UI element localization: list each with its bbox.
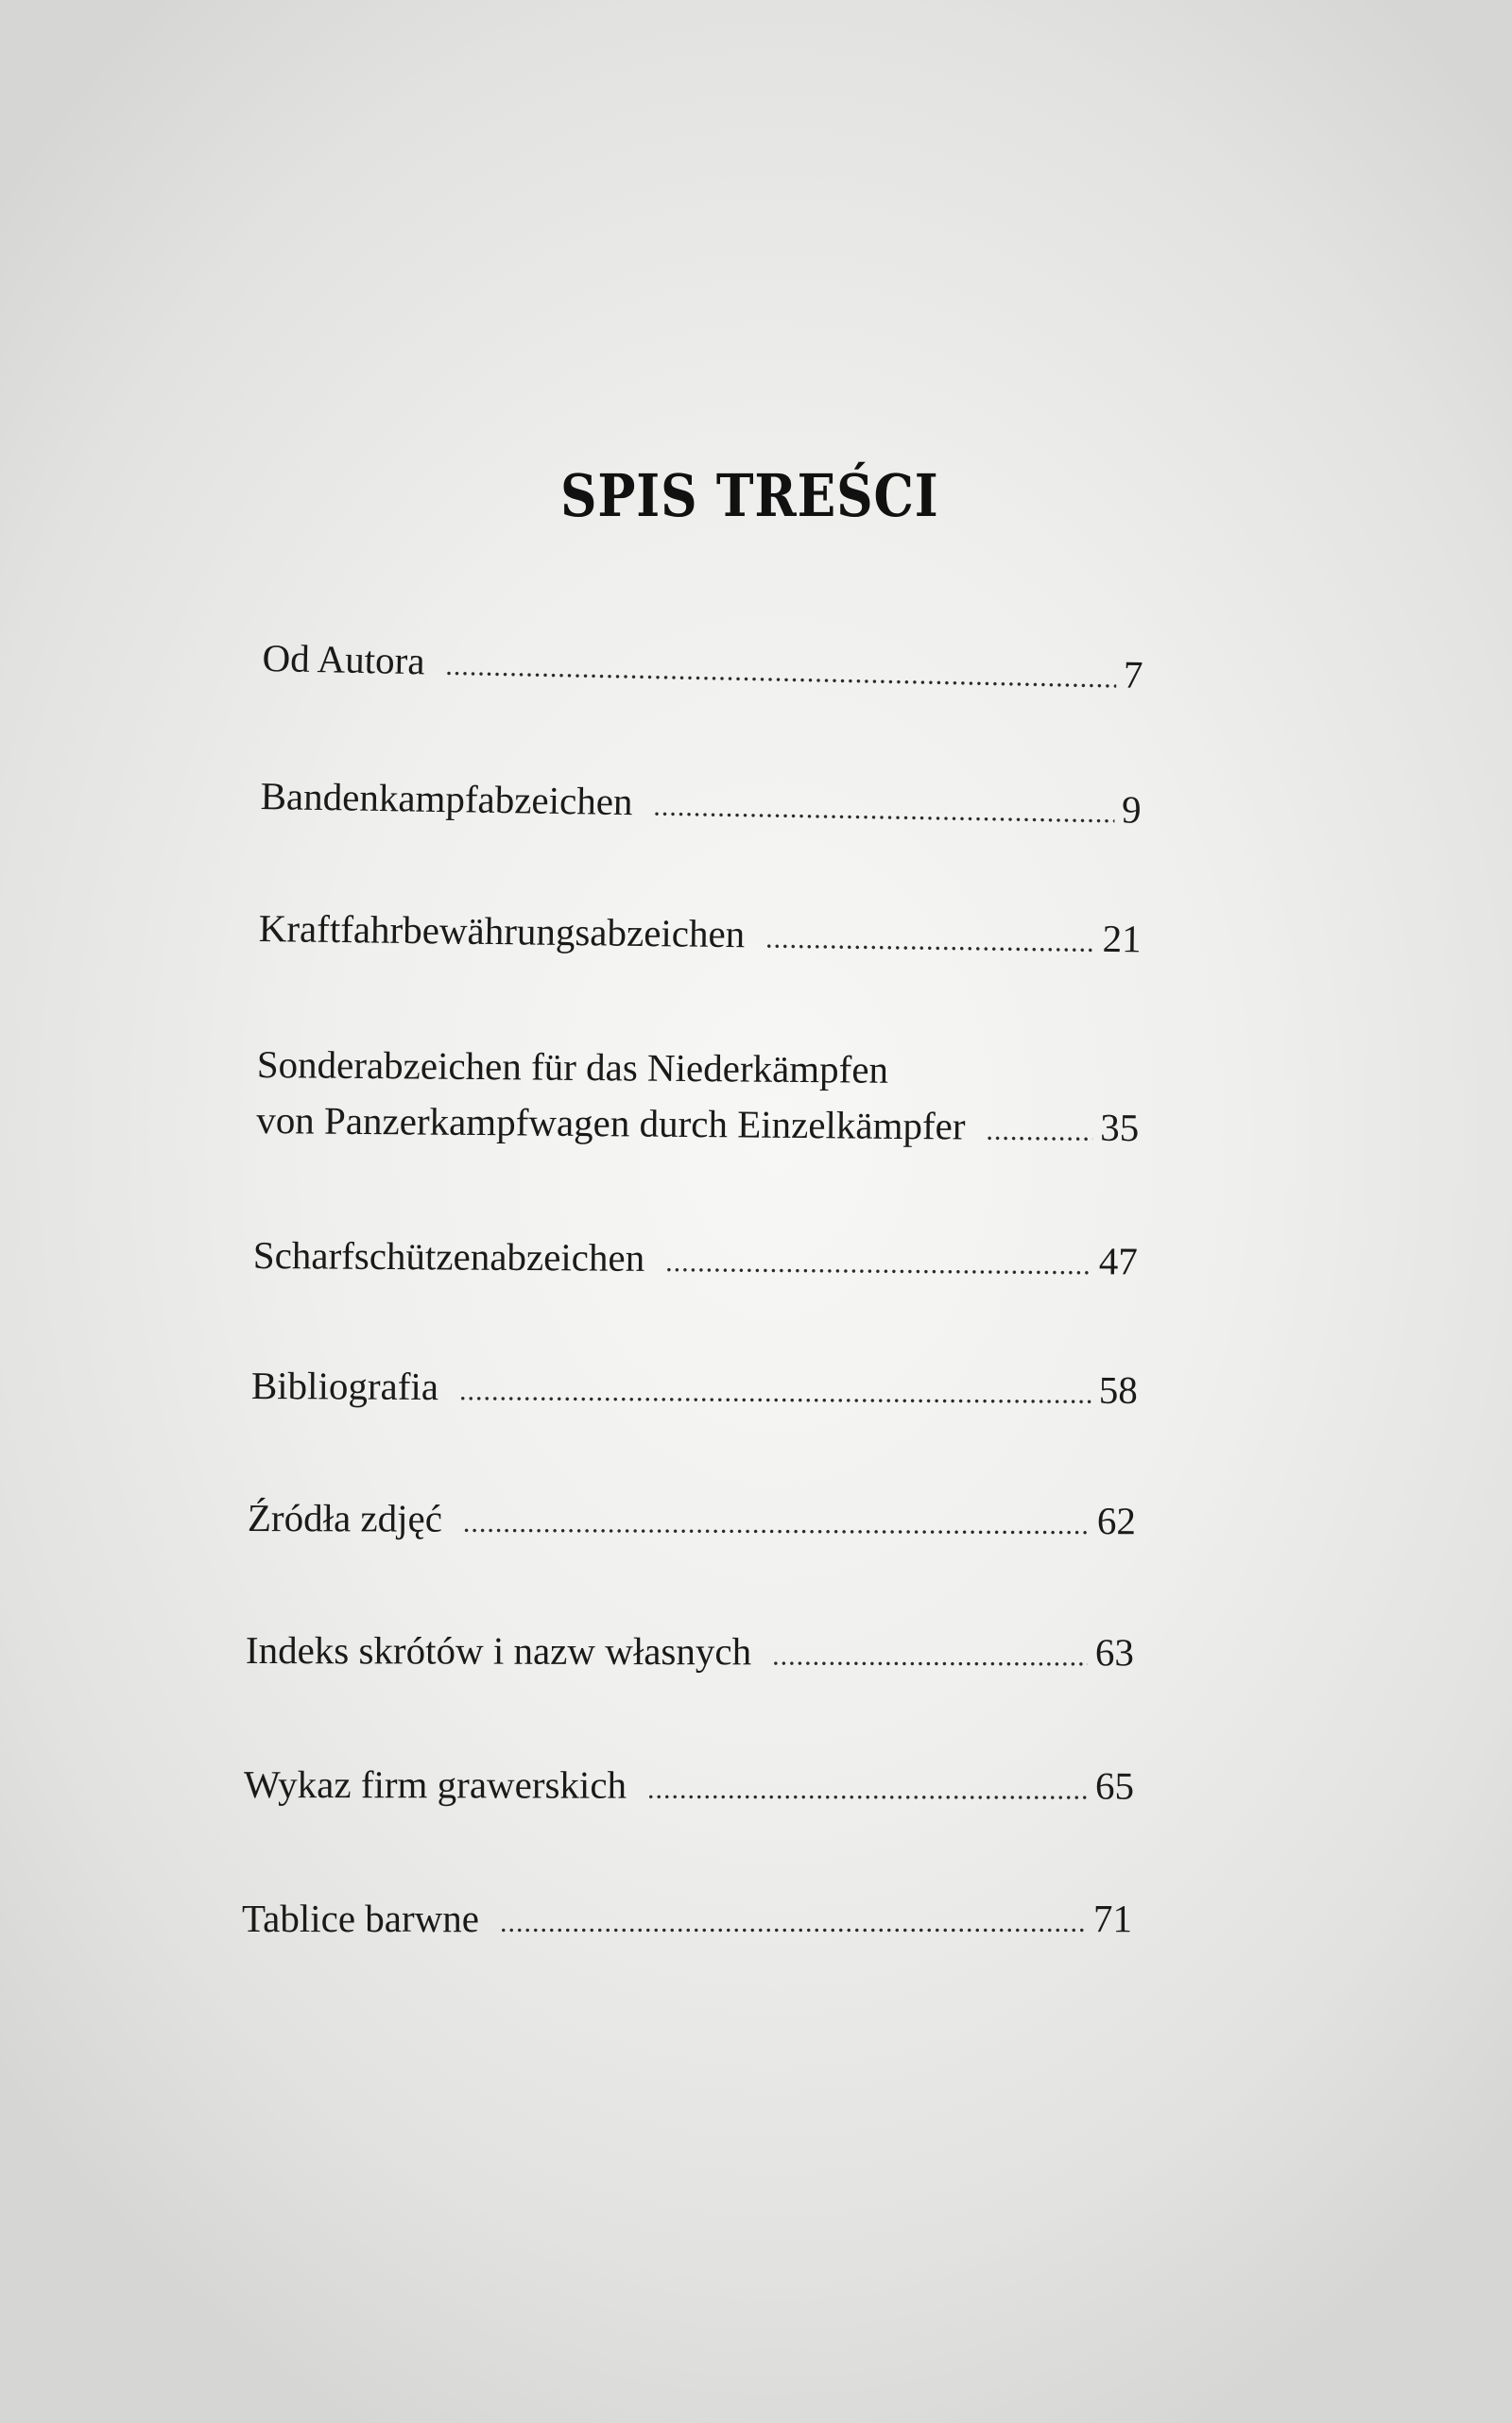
toc-page-number: 63 — [1094, 1630, 1135, 1675]
dot-leader — [463, 1509, 1090, 1539]
dot-leader — [772, 1641, 1088, 1671]
toc-entry-scharfschutzenabzeichen — [252, 1233, 1138, 1283]
toc-label: Wykaz firm grawerskich — [243, 1762, 627, 1807]
toc-entry-bandenkampfabzeichen — [260, 774, 1142, 832]
toc-page-number: 9 — [1121, 787, 1142, 832]
dot-leader — [500, 1909, 1086, 1937]
toc-entry-zrodla-zdjec — [247, 1496, 1137, 1543]
toc-label: Scharfschützenabzeichen — [252, 1233, 645, 1280]
toc-label: Indeks skrótów i nazw własnych — [245, 1628, 752, 1674]
toc-entry-tablice-barwne — [242, 1899, 1132, 1938]
toc-page-number: 65 — [1094, 1763, 1135, 1808]
dot-leader — [986, 1117, 1092, 1146]
toc-label: von Panzerkampfwagen durch Einzelkämpfer — [256, 1097, 966, 1148]
toc-page-number: 47 — [1098, 1239, 1138, 1283]
dot-leader — [647, 1776, 1088, 1805]
toc-page-number: 62 — [1096, 1499, 1137, 1543]
toc-label: Kraftfahrbewährungsabzeichen — [258, 906, 746, 956]
toc-entry-od-autora — [262, 636, 1143, 696]
toc-page-number: 71 — [1093, 1897, 1132, 1940]
toc-label: Bandenkampfabzeichen — [260, 774, 633, 824]
dot-leader — [459, 1377, 1091, 1409]
toc-page-number: 35 — [1100, 1105, 1140, 1150]
toc-label: Tablice barwne — [242, 1897, 479, 1940]
toc-page-number: 58 — [1098, 1367, 1139, 1412]
toc-entry-kraftfahrbewahrungsabzeichen — [258, 906, 1142, 961]
toc-label: Źródła zdjęć — [247, 1496, 443, 1540]
toc-page-number: 21 — [1102, 916, 1142, 961]
toc-label: Od Autora — [262, 636, 425, 683]
toc-entry-bibliografia — [251, 1366, 1138, 1410]
toc-label-line1: Sonderabzeichen für das Niederkämpfen — [256, 1042, 889, 1091]
toc-entry-wykaz-firm — [243, 1762, 1135, 1808]
dot-leader — [653, 793, 1114, 829]
toc-entry-sonderabzeichen — [256, 1042, 1140, 1150]
dot-leader — [445, 652, 1116, 694]
toc-label: Bibliografia — [250, 1364, 439, 1409]
dot-leader — [665, 1248, 1091, 1280]
page-title: SPIS TREŚCI — [559, 461, 939, 530]
dot-leader — [765, 925, 1095, 957]
toc-page-number: 7 — [1123, 652, 1143, 696]
toc-entry-indeks-skrotow — [245, 1628, 1135, 1675]
